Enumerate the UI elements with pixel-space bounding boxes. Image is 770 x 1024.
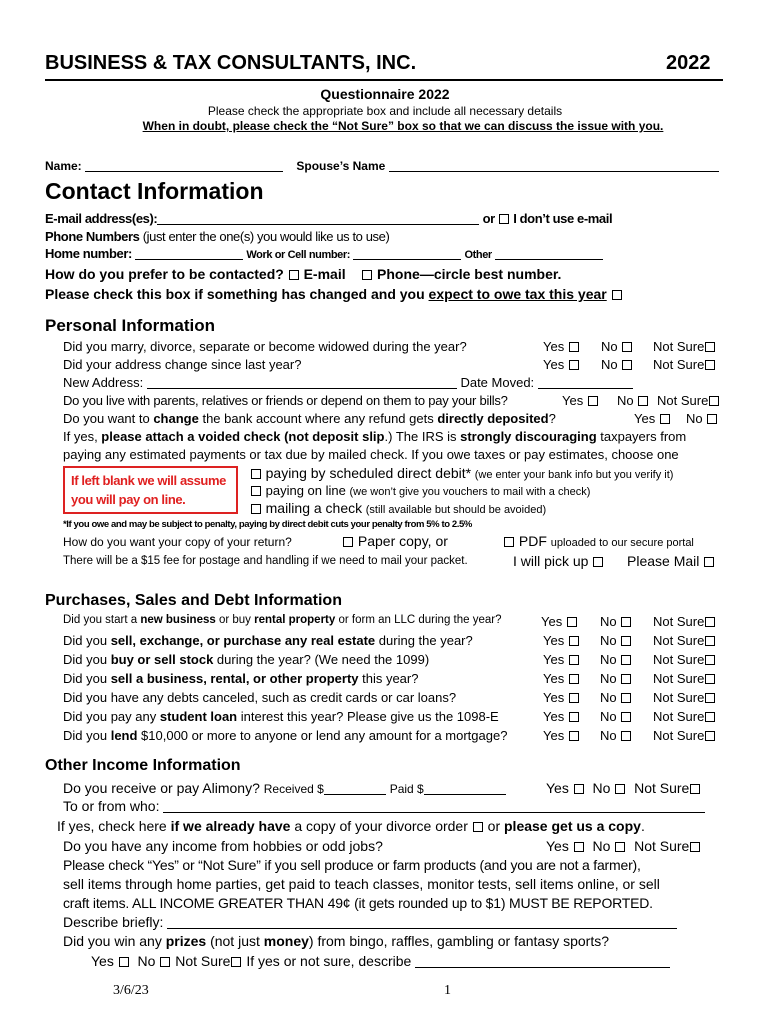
- bank-yes-checkbox[interactable]: [660, 414, 670, 424]
- no-label: No: [617, 393, 634, 408]
- pickup-option: [513, 553, 604, 569]
- received-field[interactable]: [324, 783, 386, 795]
- purchase-row-6: [63, 709, 743, 727]
- not-sure-label: Not Sure: [653, 339, 705, 354]
- received-label: Received $: [263, 782, 324, 796]
- paid-label: Paid $: [389, 782, 424, 796]
- purchase-question-4: Did you sell a business, rental, or other property this year?: [63, 671, 419, 686]
- other-income-section-title: Other Income Information: [45, 757, 241, 774]
- purchase-row-7: [63, 728, 743, 746]
- doubt-note: When in doubt, please check the “Not Sure” box so that we can discuss the issue with you.: [142, 119, 664, 133]
- purchase-1-no-checkbox[interactable]: [621, 617, 631, 627]
- yes-label: Yes: [91, 953, 114, 969]
- copy-row: [63, 535, 292, 549]
- pay-online-note: (we won’t give you vouchers to mail with a check): [349, 486, 591, 498]
- no-label: No: [600, 652, 617, 667]
- no-email-checkbox[interactable]: [499, 214, 509, 224]
- not-sure-label: Not Sure: [653, 709, 705, 724]
- penalty-note: *If you owe and may be subject to penalty, paying by direct debit cuts your penalty from 5% to 2.5%: [63, 519, 472, 530]
- purchase-6-no-checkbox[interactable]: [621, 712, 631, 722]
- yes-label: Yes: [562, 393, 584, 408]
- yes-label: Yes: [546, 838, 569, 854]
- purchase-question-5: Did you have any debts canceled, such as credit cards or car loans?: [63, 690, 457, 705]
- prizes-describe-label: If yes or not sure, describe: [246, 953, 412, 969]
- parents-no-checkbox[interactable]: [638, 396, 648, 406]
- date-moved-field[interactable]: [538, 377, 633, 389]
- address-yes-checkbox[interactable]: [569, 360, 579, 370]
- purchase-7-not-sure-checkbox[interactable]: [705, 731, 715, 741]
- phone-numbers-row: [45, 229, 389, 244]
- prizes-row: [63, 933, 609, 949]
- purchase-3-not-sure-checkbox[interactable]: [705, 655, 715, 665]
- not-sure-label: Not Sure: [657, 393, 709, 408]
- copy-paper-option: [342, 533, 448, 549]
- pay-debit-label: paying by scheduled direct debit*: [265, 465, 472, 481]
- contact-preference-row: [45, 266, 561, 282]
- not-sure-label: Not Sure: [653, 633, 705, 648]
- questionnaire-title: Questionnaire 2022: [320, 86, 450, 102]
- copy-paper-label: Paper copy, or: [357, 533, 448, 549]
- hobby-yes-checkbox[interactable]: [574, 842, 584, 852]
- date-moved-label: Date Moved:: [460, 375, 535, 390]
- footer-date: 3/6/23: [113, 983, 149, 998]
- purchase-3-yes-checkbox[interactable]: [569, 655, 579, 665]
- marry-not-sure-checkbox[interactable]: [705, 342, 715, 352]
- prizes-describe-field[interactable]: [415, 956, 670, 968]
- purchase-4-yes-checkbox[interactable]: [569, 674, 579, 684]
- bank-row: [63, 411, 743, 429]
- no-label: No: [600, 633, 617, 648]
- purchase-question-2: Did you sell, exchange, or purchase any real estate during the year?: [63, 633, 473, 648]
- purchase-2-no-checkbox[interactable]: [621, 636, 631, 646]
- home-number-label: Home number:: [45, 246, 132, 261]
- copy-paper-checkbox[interactable]: [343, 537, 353, 547]
- home-number-field[interactable]: [135, 248, 243, 260]
- to-from-label: To or from who:: [63, 798, 160, 814]
- not-sure-label: Not Sure: [175, 953, 231, 969]
- yes-label: Yes: [543, 709, 565, 724]
- phone-numbers-hint: (just enter the one(s) you would like us to use): [142, 229, 390, 244]
- alimony-question: Do you receive or pay Alimony?: [63, 780, 260, 796]
- copy-question: How do you want your copy of your return?: [63, 535, 292, 549]
- marry-question: Did you marry, divorce, separate or become widowed during the year?: [63, 339, 467, 354]
- purchase-question-1: Did you start a new business or buy rental property or form an LLC during the year?: [63, 614, 502, 626]
- no-label: No: [600, 671, 617, 686]
- prizes-options: [91, 953, 670, 969]
- pay-debit-row: [250, 465, 673, 481]
- marry-no-checkbox[interactable]: [622, 342, 632, 352]
- no-email-label: I don’t use e-mail: [513, 211, 613, 226]
- parents-yes-checkbox[interactable]: [588, 396, 598, 406]
- yes-label: Yes: [543, 652, 565, 667]
- address-row: [63, 357, 743, 375]
- prefer-phone-label: Phone—circle best number.: [377, 266, 562, 282]
- prizes-not-sure-checkbox[interactable]: [231, 957, 241, 967]
- page-number: 1: [444, 983, 451, 998]
- mail-label: Please Mail: [627, 553, 700, 569]
- purchase-2-not-sure-checkbox[interactable]: [705, 636, 715, 646]
- marry-yes-checkbox[interactable]: [569, 342, 579, 352]
- mail-option: [627, 553, 715, 569]
- address-no-checkbox[interactable]: [622, 360, 632, 370]
- purchase-4-no-checkbox[interactable]: [621, 674, 631, 684]
- prizes-question: Did you win any prizes (not just money) from bingo, raffles, gambling or fantasy sports?: [63, 933, 610, 949]
- hobby-paragraph-3: craft items. ALL INCOME GREATER THAN 49¢ (it gets rounded up to $1) MUST BE REPORTED.: [63, 895, 653, 911]
- hobby-options: [546, 838, 701, 854]
- work-number-label: Work or Cell number:: [246, 249, 351, 261]
- alimony-no-checkbox[interactable]: [615, 784, 625, 794]
- blank-assumption-note: [63, 466, 238, 514]
- instruction-text: Please check the appropriate box and include all necessary details: [207, 104, 563, 118]
- describe-row: [63, 914, 677, 930]
- purchase-1-not-sure-checkbox[interactable]: [705, 617, 715, 627]
- address-not-sure-checkbox[interactable]: [705, 360, 715, 370]
- purchase-5-yes-checkbox[interactable]: [569, 693, 579, 703]
- prizes-no-checkbox[interactable]: [160, 957, 170, 967]
- copy-pdf-checkbox[interactable]: [504, 537, 514, 547]
- parents-not-sure-checkbox[interactable]: [709, 396, 719, 406]
- not-sure-label: Not Sure: [653, 652, 705, 667]
- address-question: Did your address change since last year?: [63, 357, 302, 372]
- new-address-label: New Address:: [63, 375, 144, 390]
- pickup-label: I will pick up: [513, 553, 589, 569]
- not-sure-label: Not Sure: [653, 357, 705, 372]
- blank-note-line-2: you will pay on line.: [71, 492, 186, 507]
- phone-numbers-label: Phone Numbers: [45, 229, 140, 244]
- pay-mail-label: mailing a check: [265, 500, 363, 516]
- hobby-paragraph-1: Please check “Yes” or “Not Sure” if you sell produce or farm products (and you are not a farmer),: [63, 857, 641, 873]
- no-label: No: [592, 780, 611, 796]
- owe-tax-emphasis: expect to owe tax this year: [428, 286, 607, 302]
- pickup-checkbox[interactable]: [593, 557, 603, 567]
- no-label: No: [600, 614, 617, 629]
- no-label: No: [600, 690, 617, 705]
- work-number-field[interactable]: [353, 248, 461, 260]
- owe-tax-row: [45, 286, 623, 302]
- parents-row: [63, 393, 743, 411]
- email-label: E-mail address(es):: [45, 211, 158, 226]
- yes-label: Yes: [543, 339, 565, 354]
- divorce-text: If yes, check here: [57, 818, 171, 834]
- contact-preference-question: How do you prefer to be contacted?: [45, 266, 284, 282]
- not-sure-label: Not Sure: [634, 838, 690, 854]
- bank-question: Do you want to change the bank account where any refund gets directly deposited?: [63, 411, 556, 426]
- alimony-options: [546, 780, 701, 796]
- header-rule: [45, 79, 723, 81]
- hobby-question: Do you have any income from hobbies or odd jobs?: [63, 838, 383, 854]
- no-label: No: [686, 411, 703, 426]
- owe-tax-text: Please check this box if something has changed and you: [45, 286, 429, 302]
- purchase-6-yes-checkbox[interactable]: [569, 712, 579, 722]
- purchase-5-not-sure-checkbox[interactable]: [705, 693, 715, 703]
- name-field[interactable]: [85, 160, 283, 172]
- copy-pdf-option: [503, 533, 694, 549]
- yes-label: Yes: [546, 780, 569, 796]
- alimony-row: [63, 780, 506, 796]
- yes-label: Yes: [543, 690, 565, 705]
- name-row: [45, 159, 719, 173]
- hobby-no-checkbox[interactable]: [615, 842, 625, 852]
- to-from-row: [63, 798, 705, 814]
- other-number-label: Other: [464, 249, 492, 261]
- email-row: [45, 211, 612, 226]
- prefer-email-checkbox[interactable]: [289, 270, 299, 280]
- prizes-yes-checkbox[interactable]: [119, 957, 129, 967]
- purchase-2-yes-checkbox[interactable]: [569, 636, 579, 646]
- prefer-phone-checkbox[interactable]: [362, 270, 372, 280]
- bank-no-checkbox[interactable]: [707, 414, 717, 424]
- purchase-row-4: [63, 671, 743, 689]
- purchase-7-no-checkbox[interactable]: [621, 731, 631, 741]
- voided-check-text: If yes, please attach a voided check (not deposit slip.) The IRS is strongly discouraging taxpayers from: [63, 429, 687, 444]
- parents-question: Do you live with parents, relatives or friends or depend on them to pay your bills?: [63, 393, 508, 408]
- paying-row: [63, 447, 743, 465]
- phone-fields-row: [45, 246, 603, 261]
- mail-checkbox[interactable]: [704, 557, 714, 567]
- purchases-section-title: Purchases, Sales and Debt Information: [45, 592, 342, 609]
- pay-mail-checkbox[interactable]: [251, 504, 261, 514]
- copy-pdf-label: PDF: [518, 533, 547, 549]
- spouse-name-label: Spouse’s Name: [296, 159, 386, 173]
- purchase-question-3: Did you buy or sell stock during the year? (We need the 1099): [63, 652, 430, 667]
- not-sure-label: Not Sure: [653, 614, 705, 629]
- no-label: No: [601, 339, 618, 354]
- owe-tax-checkbox[interactable]: [612, 290, 622, 300]
- hobby-not-sure-checkbox[interactable]: [690, 842, 700, 852]
- alimony-not-sure-checkbox[interactable]: [690, 784, 700, 794]
- no-label: No: [592, 838, 611, 854]
- other-number-field[interactable]: [495, 248, 603, 260]
- purchase-3-no-checkbox[interactable]: [621, 655, 631, 665]
- new-address-field[interactable]: [147, 377, 457, 389]
- no-label: No: [137, 953, 156, 969]
- marry-row: [63, 339, 743, 357]
- new-address-row: [63, 375, 743, 393]
- yes-label: Yes: [634, 411, 656, 426]
- paid-field[interactable]: [424, 783, 506, 795]
- purchase-7-yes-checkbox[interactable]: [569, 731, 579, 741]
- purchase-row-5: [63, 690, 743, 708]
- hobby-row: [63, 838, 383, 854]
- contact-section-title: Contact Information: [45, 178, 264, 204]
- pay-online-checkbox[interactable]: [251, 486, 261, 496]
- name-label: Name:: [45, 159, 82, 173]
- paying-text: paying any estimated payments or tax due by mailed check. If you owe taxes or pay estimates, choose one: [63, 447, 679, 462]
- or-text: or: [482, 211, 495, 226]
- purchase-1-yes-checkbox[interactable]: [567, 617, 577, 627]
- pay-mail-row: [250, 500, 546, 516]
- hobby-paragraph-2: sell items through home parties, get paid to teach classes, monitor tests, sell items online, or sell: [63, 876, 660, 892]
- no-label: No: [600, 709, 617, 724]
- alimony-yes-checkbox[interactable]: [574, 784, 584, 794]
- yes-label: Yes: [543, 633, 565, 648]
- not-sure-label: Not Sure: [653, 671, 705, 686]
- to-from-field[interactable]: [163, 801, 705, 813]
- pay-debit-checkbox[interactable]: [251, 469, 261, 479]
- purchase-row-2: [63, 633, 743, 651]
- prefer-email-label: E-mail: [303, 266, 346, 282]
- not-sure-label: Not Sure: [653, 728, 705, 743]
- voided-check-row: [63, 429, 743, 447]
- purchase-5-no-checkbox[interactable]: [621, 693, 631, 703]
- personal-section-title: Personal Information: [45, 316, 216, 335]
- pay-online-row: [250, 483, 590, 498]
- not-sure-label: Not Sure: [653, 690, 705, 705]
- divorce-have-checkbox[interactable]: [473, 822, 483, 832]
- purchase-row-3: [63, 652, 743, 670]
- form-year: 2022: [666, 52, 711, 74]
- spouse-name-field[interactable]: [389, 160, 719, 172]
- yes-label: Yes: [543, 357, 565, 372]
- email-field[interactable]: [157, 213, 479, 225]
- yes-label: Yes: [543, 728, 565, 743]
- purchase-question-7: Did you lend $10,000 or more to anyone or lend any amount for a mortgage?: [63, 728, 508, 743]
- company-name: BUSINESS & TAX CONSULTANTS, INC.: [45, 52, 417, 74]
- describe-field[interactable]: [167, 917, 677, 929]
- not-sure-label: Not Sure: [634, 780, 690, 796]
- pay-online-label: paying on line: [265, 483, 346, 498]
- purchase-row-1: [63, 614, 743, 632]
- purchase-question-6: Did you pay any student loan interest this year? Please give us the 1098-E: [63, 709, 499, 724]
- fee-note: There will be a $15 fee for postage and handling if we need to mail your packet.: [63, 555, 468, 567]
- pay-debit-note: (we enter your bank info but you verify it): [474, 469, 674, 481]
- divorce-row: If yes, check here if we already have a copy of your divorce order or please get us a copy.: [57, 818, 645, 834]
- no-label: No: [601, 357, 618, 372]
- purchase-6-not-sure-checkbox[interactable]: [705, 712, 715, 722]
- purchase-4-not-sure-checkbox[interactable]: [705, 674, 715, 684]
- yes-label: Yes: [543, 671, 565, 686]
- describe-label: Describe briefly:: [63, 914, 164, 930]
- yes-label: Yes: [541, 614, 563, 629]
- pay-mail-note: (still available but should be avoided): [365, 504, 547, 516]
- no-label: No: [600, 728, 617, 743]
- blank-note-line-1: If left blank we will assume: [71, 473, 226, 488]
- copy-pdf-note: uploaded to our secure portal: [550, 537, 694, 549]
